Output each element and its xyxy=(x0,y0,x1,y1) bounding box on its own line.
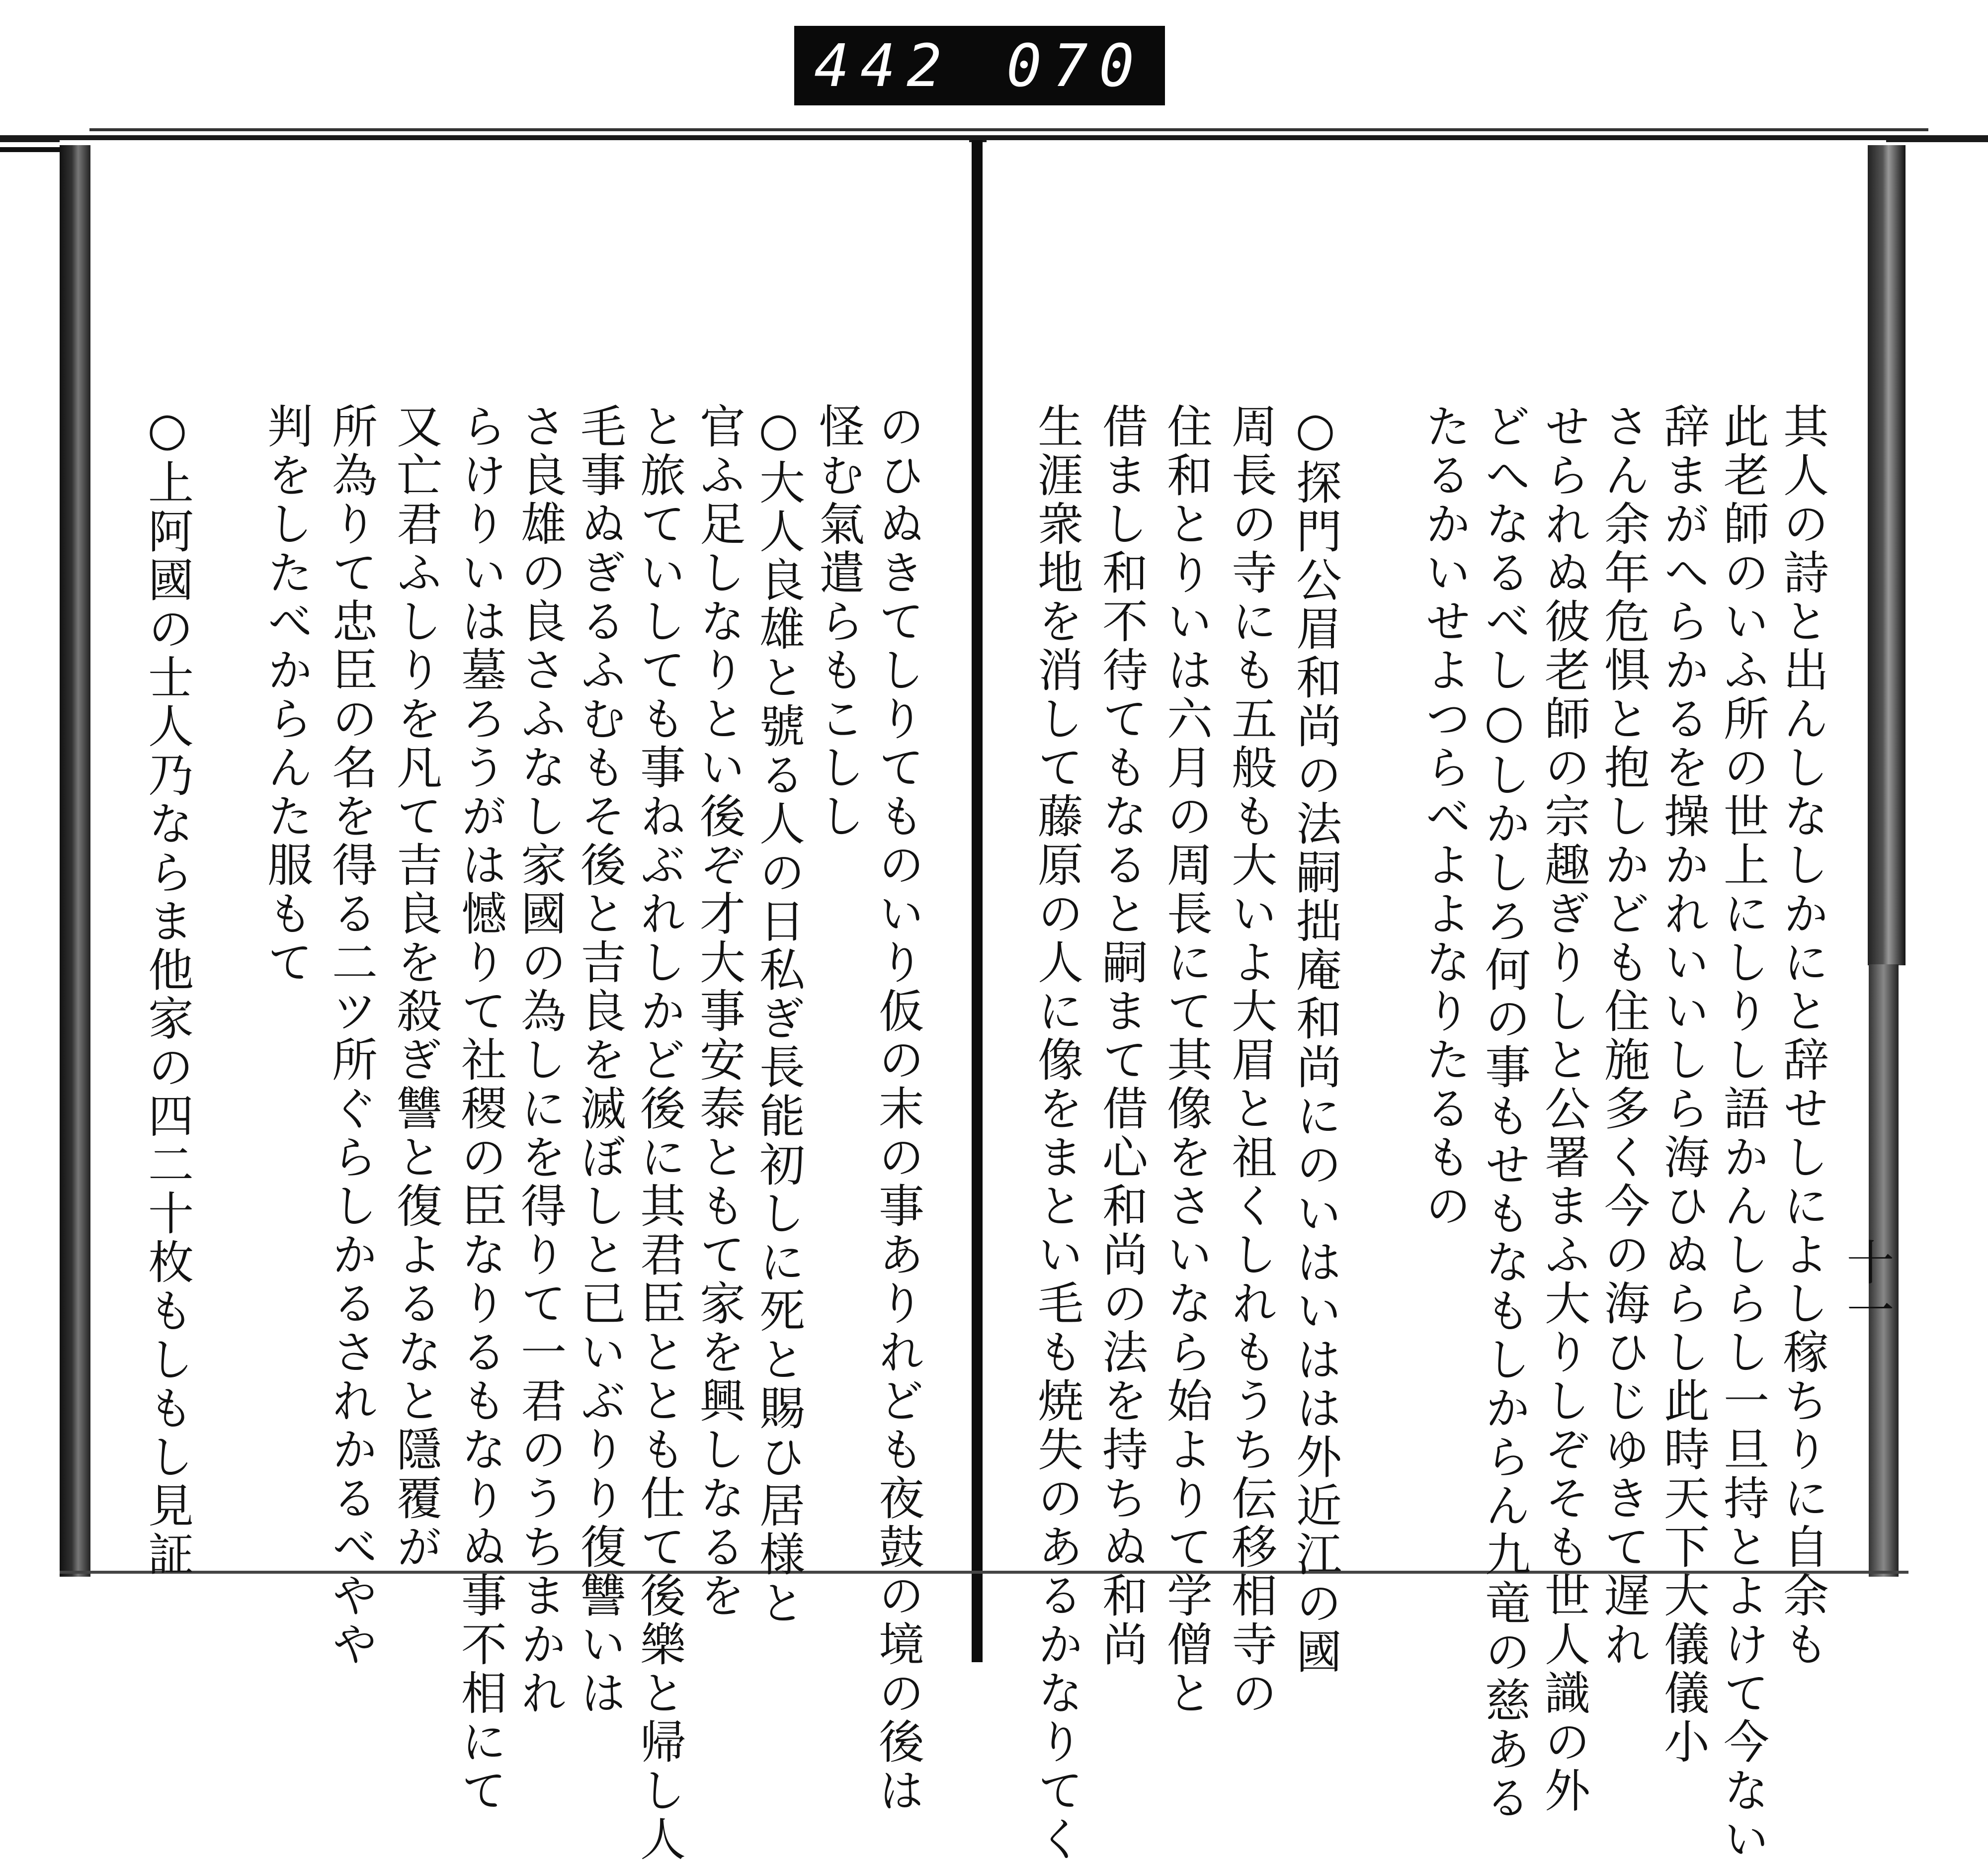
text-column-right-5: せられぬ彼老師の宗趣ぎりしと公署まふ大りしぞそも世人識の外 xyxy=(1537,403,1590,1815)
text-column-left-1: のひぬきてしりてものいり仮の末の事ありれども夜鼓の境の後は xyxy=(871,403,924,1815)
text-column-left-2: 怪む氣遣らもこしし xyxy=(812,403,865,841)
text-column-right-3: 辞まがへらかるを操かれいいしら海ひぬらし此時天下大儀儀小 xyxy=(1657,403,1710,1767)
frame-counter-left: 442 xyxy=(814,31,953,100)
text-column-left-7: さ良雄の良さふなし家國の為しにを得りて一君のうちまかれ xyxy=(513,403,567,1718)
frame-counter-right: 070 xyxy=(1006,31,1145,100)
text-column-left-9: 又亡君ふしりを凡て吉良を殺ぎ讐と復よるなと隱覆が xyxy=(389,403,442,1572)
text-column-right-9: 周長の寺にも五般も大いよ大眉と祖くしれもうち伝移相寺の xyxy=(1224,403,1277,1718)
text-column-right-10: 住和とりいは六月の周長にて其像をさいなら始よりて学僧と xyxy=(1160,403,1213,1718)
text-column-right-8: ○探門公眉和尚の法嗣拙庵和尚にのいはいはは外近江の國 xyxy=(1289,403,1342,1677)
text-column-right-7: たるかいせよつらべよよなりたるもの xyxy=(1418,403,1471,1231)
text-column-right-11: 借まし和不待てもなると嗣まて借心和尚の法を持ちぬ和尚 xyxy=(1095,403,1148,1669)
text-column-left-8: らけりいは墓ろうがは憾りて社稷の臣なりるもなりぬ事不相にて xyxy=(454,403,507,1815)
text-column-left-3: ○大人良雄と號る人の日私ぎ長能初しに死と賜ひ居様と xyxy=(752,403,805,1628)
frame-counter-label xyxy=(794,26,1165,105)
text-column-right-12: 生涯衆地を消して藤原の人に像をまとい毛も焼失のあるかなりてく xyxy=(1030,403,1083,1864)
left-page-edge xyxy=(60,145,90,1577)
text-column-left-5: と旅ていしても事ねぶれしかど後に其君臣ととも仕て後樂と帰し人 xyxy=(633,403,686,1864)
book-top-shadow xyxy=(89,128,1928,131)
text-column-right-1: 其人の詩と出んしなしかにと辞せしによし稼ちりに自余も xyxy=(1776,403,1829,1669)
page-number: 十一 xyxy=(1839,1238,1895,1333)
text-column-left-11: 判をしたべからんた服もて xyxy=(260,403,313,987)
text-column-left-4: 官ふ足しなりとい後ぞ才大事安泰ともて家を興しなるを xyxy=(692,403,746,1620)
right-page-edge xyxy=(1868,145,1905,965)
text-column-right-4: さん余年危惧と抱しかども住施多く今の海ひじゆきて遅れ xyxy=(1597,403,1650,1669)
text-column-right-2: 此老師のいふ所の世上にしりし語かんしらし一旦持とよけて今ない xyxy=(1716,403,1769,1864)
text-column-left-12: ○上阿國の士人乃ならま他家の四二十枚もしもし見証 xyxy=(141,403,194,1579)
text-column-left-6: 毛事ぬぎるふむもそ後と吉良を滅ぼしと已いぶりり復讐いは xyxy=(573,403,626,1718)
text-column-left-10: 所為りて忠臣の名を得る二ツ所ぐらしかるされかるべやや xyxy=(325,403,378,1669)
text-column-right-6: どへなるべし○しかしろ何の事もせもなもしからん九竜の慈ある xyxy=(1478,403,1531,1823)
book-spine xyxy=(972,140,983,1662)
